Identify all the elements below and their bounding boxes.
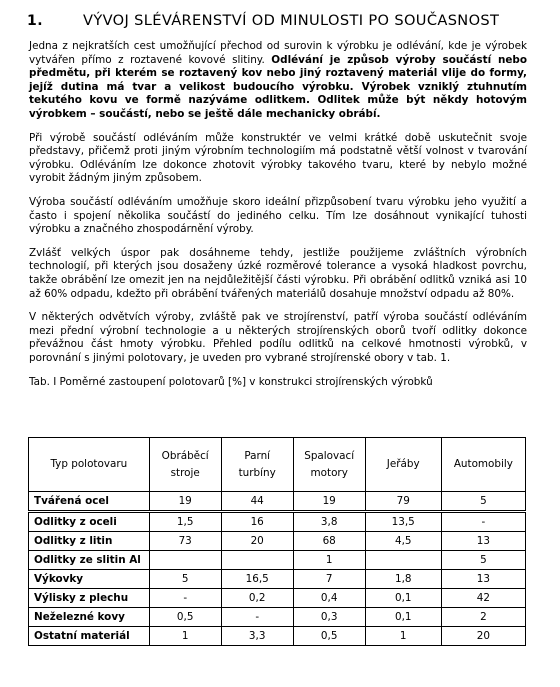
- table-cell: 3,8: [293, 512, 365, 532]
- table-row: [29, 532, 526, 551]
- semi-product-table: [28, 437, 526, 646]
- table-cell: 1,8: [365, 570, 441, 589]
- paragraph-industry-share: V některých odvětvích výroby, zvláště pak ve strojírenství, patří výroba součástí odléváním mezi přední výrobní technologie a u některých strojírenských oborů tvoří odlitky dokonce převážnou část hmoty výrobku. Přehled podílu odlitků na celkové hmotnosti výrobků, v porovnání s jinými polotovary, je uveden pro vybrané strojírenské obory v tab. 1.: [29, 311, 527, 364]
- paragraph-intro: [29, 40, 527, 122]
- table-cell: 1: [149, 627, 221, 646]
- paragraph-savings: Zvlášť velkých úspor pak dosáhneme tehdy, jestliže použijeme zvláštních výrobních technologií, při kterých jsou dosaženy úzké rozměrové tolerance a vysoká hladkost povrchu, takže obrábění lze omezit jen na nejdůležitější části výrobku. Při obrábění odlitků vzniká asi 10 až 60% odpadu, kdežto při obrábění tvářených materiálů dosahuje množství odpadu až 80%.: [29, 246, 527, 300]
- row-label: Odlitky ze slitin Al: [29, 551, 150, 570]
- table-cell: [149, 551, 221, 570]
- table-cell: 5: [149, 570, 221, 589]
- table-row: [29, 589, 526, 608]
- table-cell: 13: [441, 570, 525, 589]
- table-cell: 3,3: [221, 627, 293, 646]
- paragraph-intro-text: Jedna z nejkratších cest umožňující přechod od surovin k výrobku je odlévání, kde je výrobek vytvářen přímo z roztavené kovové slitiny.: [29, 40, 527, 66]
- table-cell: 0,5: [293, 627, 365, 646]
- table-cell: 20: [441, 627, 525, 646]
- row-label: Ostatní materiál: [29, 627, 150, 646]
- column-header: Typ polotovaru: [29, 438, 150, 492]
- table-row: [29, 627, 526, 646]
- row-label: Odlitky z litin: [29, 532, 150, 551]
- table-cell: 1: [365, 627, 441, 646]
- row-label: Tvářená ocel: [29, 492, 150, 512]
- column-header: Parní turbíny: [221, 438, 293, 492]
- table-cell: 19: [149, 492, 221, 512]
- table-cell: 79: [365, 492, 441, 512]
- table-cell: 0,5: [149, 608, 221, 627]
- row-label: Odlitky z oceli: [29, 512, 150, 532]
- table-cell: 42: [441, 589, 525, 608]
- paragraph-intro-definition: Odlévání je způsob výroby součástí nebo předmětu, při kterém se roztavený kov nebo jiný roztavený materiál vlije do formy, jejíž dutina má tvar a velikost budoucího výrobku. Výrobek vzniklý ztuhnutím tekutého kovu ve formě nazýváme odlitkem. Odlitek může být někdy hotovým výrobkem – součástí, nebo se ještě dále mechanicky obrábí.: [29, 53, 527, 120]
- table-cell: 13,5: [365, 512, 441, 532]
- column-header: Automobily: [441, 438, 525, 492]
- row-label: Neželezné kovy: [29, 608, 150, 627]
- table-cell: 7: [293, 570, 365, 589]
- table-cell: 0,1: [365, 608, 441, 627]
- table-cell: -: [149, 589, 221, 608]
- table-row: [29, 551, 526, 570]
- column-header: Jeřáby: [365, 438, 441, 492]
- table-header-row: [29, 438, 526, 492]
- table-cell: 0,2: [221, 589, 293, 608]
- table-cell: 44: [221, 492, 293, 512]
- paragraph-shape-adaptation: Výroba součástí odléváním umožňuje skoro ideální přizpůsobení tvaru výrobku jeho využití a často i spojení několika součástí do jediného celku. Tím lze dosáhnout vynikající tuhosti výrobku a značného zhospodárnění výroby.: [29, 195, 527, 236]
- section-title: VÝVOJ SLÉVÁRENSTVÍ OD MINULOSTI PO SOUČASNOST: [83, 12, 500, 29]
- table-cell: 73: [149, 532, 221, 551]
- row-label: Výkovky: [29, 570, 150, 589]
- table-cell: 2: [441, 608, 525, 627]
- table-cell: 0,4: [293, 589, 365, 608]
- table-cell: 16,5: [221, 570, 293, 589]
- table-cell: 16: [221, 512, 293, 532]
- row-label: Výlisky z plechu: [29, 589, 150, 608]
- table-row: [29, 608, 526, 627]
- table-cell: 4,5: [365, 532, 441, 551]
- column-header: Spalovací motory: [293, 438, 365, 492]
- table-cell: 13: [441, 532, 525, 551]
- table-cell: [365, 551, 441, 570]
- table-cell: 68: [293, 532, 365, 551]
- table-cell: [221, 551, 293, 570]
- table-cell: -: [441, 512, 525, 532]
- section-heading: [27, 12, 547, 29]
- table-cell: 19: [293, 492, 365, 512]
- column-header: Obráběcí stroje: [149, 438, 221, 492]
- table-cell: 5: [441, 492, 525, 512]
- table-cell: -: [221, 608, 293, 627]
- paragraph-designer-freedom: Při výrobě součástí odléváním může konstruktér ve velmi krátké době uskutečnit svoje představy, přičemž proti jiným výrobním technologiím má podstatně větší volnost v tvarování výrobku. Odléváním lze dokonce zhotovit výrobky takového tvaru, které by nebylo možné vyrobit žádným jiným způsobem.: [29, 131, 527, 185]
- table-cell: 0,1: [365, 589, 441, 608]
- table-row: [29, 570, 526, 589]
- table-row: [29, 492, 526, 512]
- table-cell: 1,5: [149, 512, 221, 532]
- section-number: 1.: [27, 13, 44, 29]
- table-cell: 5: [441, 551, 525, 570]
- table-cell: 1: [293, 551, 365, 570]
- table-caption: Tab. I Poměrné zastoupení polotovarů [%] v konstrukci strojírenských výrobků: [29, 376, 433, 389]
- table-cell: 0,3: [293, 608, 365, 627]
- table-row: [29, 512, 526, 532]
- document-body: [29, 40, 527, 393]
- table-cell: 20: [221, 532, 293, 551]
